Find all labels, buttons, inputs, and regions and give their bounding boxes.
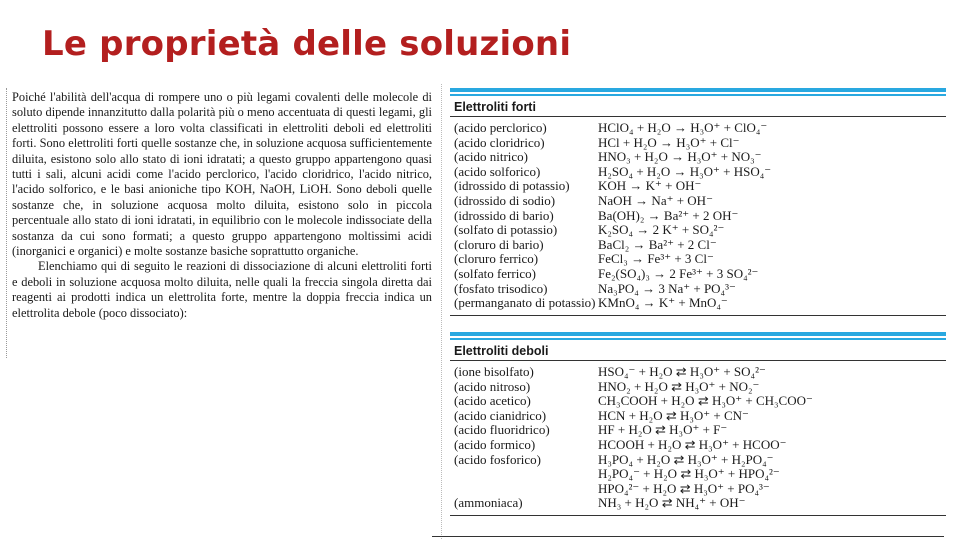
dissociation-equation: HSO₄⁻ + H₂O ⇄ H₃O⁺ + SO₄²⁻ bbox=[598, 364, 766, 379]
table-row bbox=[454, 380, 942, 395]
dissociation-equation: HF + H₂O ⇄ H₃O⁺ + F⁻ bbox=[598, 422, 728, 438]
dissociation-equation: FeCl₃ → Fe³⁺ + 3 Cl⁻ bbox=[598, 251, 714, 267]
dissociation-equation: HNO₂ + H₂O ⇄ H₃O⁺ + NO₂⁻ bbox=[598, 378, 760, 394]
electrolyte-name bbox=[454, 467, 598, 482]
dissociation-equation: H₂SO₄ + H₂O → H₃O⁺ + HSO₄⁻ bbox=[598, 163, 772, 179]
dissociation-equation: K₂SO₄ → 2 K⁺ + SO₄²⁻ bbox=[598, 222, 725, 238]
strong-electrolytes-table bbox=[450, 88, 946, 316]
table-row bbox=[454, 296, 942, 311]
table-row bbox=[454, 194, 942, 209]
weak-table-header: Elettroliti deboli bbox=[450, 340, 946, 361]
right-dotted-rule bbox=[441, 84, 442, 539]
dissociation-equation: HPO₄²⁻ + H₂O ⇄ H₃O⁺ + PO₄³⁻ bbox=[598, 480, 770, 496]
table-row bbox=[454, 482, 942, 497]
strong-table-header: Elettroliti forti bbox=[450, 96, 946, 117]
body-text bbox=[12, 90, 432, 321]
electrolyte-name: (acido formico) bbox=[454, 436, 536, 452]
table-row bbox=[454, 438, 942, 453]
electrolyte-name: (acido cianidrico) bbox=[454, 407, 547, 423]
weak-electrolytes-table bbox=[450, 332, 946, 516]
electrolyte-name: (solfato di potassio) bbox=[454, 222, 558, 238]
electrolyte-name bbox=[454, 482, 598, 497]
table-row bbox=[454, 394, 942, 409]
electrolyte-name: (acido acetico) bbox=[454, 393, 531, 409]
table-top-bar bbox=[450, 88, 946, 92]
table-row bbox=[454, 179, 942, 194]
electrolyte-name: (fosfato trisodico) bbox=[454, 280, 548, 296]
table-row bbox=[454, 409, 942, 424]
electrolyte-name: (acido nitrico) bbox=[454, 149, 528, 165]
table-row bbox=[454, 238, 942, 253]
dissociation-equation: HClO₄ + H₂O → H₃O⁺ + ClO₄⁻ bbox=[598, 120, 768, 135]
dissociation-equation: Ba(OH)₂ → Ba²⁺ + 2 OH⁻ bbox=[598, 207, 739, 223]
table-row bbox=[454, 423, 942, 438]
left-dotted-rule bbox=[6, 88, 7, 358]
dissociation-equation: HNO₃ + H₂O → H₃O⁺ + NO₃⁻ bbox=[598, 149, 762, 165]
dissociation-equation: Na₃PO₄ → 3 Na⁺ + PO₄³⁻ bbox=[598, 280, 736, 296]
electrolyte-name: (permanganato di potassio) bbox=[454, 295, 596, 311]
dissociation-equation: H₃PO₄ + H₂O ⇄ H₃O⁺ + H₂PO₄⁻ bbox=[598, 451, 774, 467]
table-row bbox=[454, 252, 942, 267]
dissociation-equation: NH₃ + H₂O ⇄ NH₄⁺ + OH⁻ bbox=[598, 495, 746, 511]
table-row bbox=[454, 223, 942, 238]
dissociation-equation: H₂PO₄⁻ + H₂O ⇄ H₃O⁺ + HPO₄²⁻ bbox=[598, 466, 780, 482]
table-row bbox=[454, 496, 942, 511]
dissociation-equation: KMnO₄ → K⁺ + MnO₄⁻ bbox=[598, 295, 728, 311]
table-row bbox=[454, 453, 942, 468]
electrolyte-name: (acido solforico) bbox=[454, 163, 541, 179]
table-end-rule bbox=[450, 515, 946, 516]
electrolyte-name: (ammoniaca) bbox=[454, 495, 523, 511]
table-row bbox=[454, 136, 942, 151]
dissociation-equation: Fe₂(SO₄)₃ → 2 Fe³⁺ + 3 SO₄²⁻ bbox=[598, 265, 759, 281]
dissociation-equation: CH₃COOH + H₂O ⇄ H₃O⁺ + CH₃COO⁻ bbox=[598, 393, 813, 409]
electrolyte-name: (idrossido di sodio) bbox=[454, 192, 556, 208]
table-row bbox=[454, 467, 942, 482]
table-row bbox=[454, 165, 942, 180]
dissociation-equation: HCOOH + H₂O ⇄ H₃O⁺ + HCOO⁻ bbox=[598, 436, 787, 452]
page-title: Le proprietà delle soluzioni bbox=[42, 24, 572, 64]
paragraph-2: Elenchiamo qui di seguito le reazioni di dissociazione di alcuni elettroliti forti e deboli in soluzione acquosa molto diluita, nelle quali la freccia singola diretta dai reagenti ai prodotti indica un elettrolita forte, mentre la doppia freccia indica un elettrolita debole (poco dissociato): bbox=[12, 259, 432, 320]
electrolyte-name: (idrossido di potassio) bbox=[454, 178, 570, 194]
table-row bbox=[454, 282, 942, 297]
dissociation-equation: HCl + H₂O → H₃O⁺ + Cl⁻ bbox=[598, 134, 740, 150]
table-row bbox=[454, 267, 942, 282]
electrolyte-name: (acido fosforico) bbox=[454, 451, 541, 467]
table-row bbox=[454, 365, 942, 380]
table-row bbox=[454, 121, 942, 136]
electrolyte-name: (acido fluoridrico) bbox=[454, 422, 550, 438]
table-end-rule bbox=[450, 315, 946, 316]
dissociation-equation: NaOH → Na⁺ + OH⁻ bbox=[598, 192, 713, 208]
dissociation-equation: HCN + H₂O ⇄ H₃O⁺ + CN⁻ bbox=[598, 407, 749, 423]
dissociation-equation: BaCl₂ → Ba²⁺ + 2 Cl⁻ bbox=[598, 236, 717, 252]
strong-table-rows bbox=[450, 117, 946, 311]
bottom-rule bbox=[432, 536, 944, 537]
table-top-bar bbox=[450, 332, 946, 336]
table-row bbox=[454, 209, 942, 224]
electrolyte-name: (solfato ferrico) bbox=[454, 265, 536, 281]
weak-table-rows bbox=[450, 361, 946, 511]
electrolyte-name: (cloruro ferrico) bbox=[454, 251, 539, 267]
electrolyte-name: (idrossido di bario) bbox=[454, 207, 554, 223]
dissociation-equation: KOH → K⁺ + OH⁻ bbox=[598, 178, 702, 194]
electrolyte-name: (acido nitroso) bbox=[454, 378, 531, 394]
electrolyte-name: (acido cloridrico) bbox=[454, 134, 545, 150]
table-row bbox=[454, 150, 942, 165]
electrolyte-name: (acido perclorico) bbox=[454, 120, 547, 135]
electrolyte-name: (cloruro di bario) bbox=[454, 236, 544, 252]
electrolyte-name: (ione bisolfato) bbox=[454, 364, 534, 379]
paragraph-1: Poiché l'abilità dell'acqua di rompere uno o più legami covalenti delle molecole di soluto dipende innanzitutto dalla polarità più o meno accentuata di questi legami, gli elettroliti possono essere a loro volta classificati in elettroliti deboli ed elettroliti forti. Sono elettroliti forti quelle sostanze che, in soluzione acquosa sufficientemente diluita, esistono solo allo stato di ioni idratati; a questo gruppo appartengono quasi tutti i sali, alcuni acidi come l'acido perclorico, l'acido cloridrico, l'acido nitrico, l'acido solforico, e le basi anioniche tipo KOH, NaOH, LiOH. Sono deboli quelle sostanze che, in soluzione acquosa molto diluita, esistono solo in piccola percentuale allo stato di ioni idratati, in equilibrio con le molecole indissociate della sostanza da cui sono formati; a questo gruppo appartengono moltissimi acidi (inorganici e organici) e molte sostanze basiche soprattutto organiche. bbox=[12, 90, 432, 259]
